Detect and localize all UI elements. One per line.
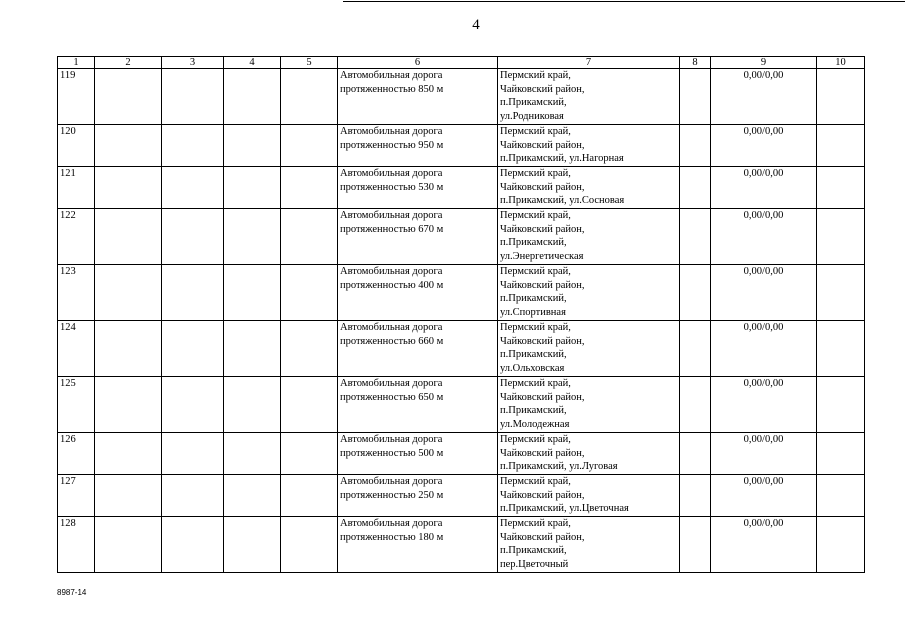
empty-cell (680, 125, 711, 167)
object-name (338, 475, 498, 517)
empty-cell (224, 167, 281, 209)
empty-cell (281, 265, 338, 321)
table-row (58, 377, 865, 433)
object-name (338, 265, 498, 321)
empty-cell (281, 475, 338, 517)
empty-cell (224, 69, 281, 125)
empty-cell (162, 377, 224, 433)
empty-cell (224, 265, 281, 321)
row-number: 125 (58, 377, 95, 433)
table-row (58, 517, 865, 573)
empty-cell (224, 209, 281, 265)
object-address (498, 125, 680, 167)
object-address (498, 475, 680, 517)
table-body (58, 57, 865, 573)
empty-cell (224, 475, 281, 517)
row-number: 122 (58, 209, 95, 265)
empty-cell (680, 69, 711, 125)
object-address-line: Чайковский район, (500, 139, 585, 151)
empty-cell (162, 69, 224, 125)
object-name-line: Автомобильная дорога (340, 266, 443, 277)
object-name (338, 321, 498, 377)
empty-cell (95, 517, 162, 573)
empty-cell (281, 377, 338, 433)
object-name-line: протяженностью 400 м (340, 279, 444, 291)
empty-cell (281, 433, 338, 475)
object-address-line: п.Прикамский, ул.Сосновая (500, 195, 625, 206)
object-address-line: Пермский край, (500, 322, 571, 333)
empty-cell (680, 167, 711, 209)
object-name-line: Автомобильная дорога (340, 434, 443, 445)
object-address-line: Чайковский район, (500, 279, 585, 291)
object-address-line: п.Прикамский, ул.Луговая (500, 461, 618, 472)
object-name-line: Автомобильная дорога (340, 168, 443, 179)
empty-cell (680, 265, 711, 321)
object-address-line: Чайковский район, (500, 223, 585, 235)
empty-cell (817, 265, 865, 321)
column-header: 8 (680, 57, 711, 69)
object-name-line: Автомобильная дорога (340, 518, 443, 529)
object-address-line: Пермский край, (500, 266, 571, 277)
object-name-line: Автомобильная дорога (340, 322, 443, 333)
object-address-line: ул.Ольховская (500, 362, 565, 374)
empty-cell (281, 69, 338, 125)
object-address-line: пер.Цветочный (500, 558, 569, 570)
empty-cell (95, 475, 162, 517)
object-name-line: протяженностью 660 м (340, 335, 444, 347)
empty-cell (281, 321, 338, 377)
object-address-line: Чайковский район, (500, 83, 585, 95)
table-row (58, 475, 865, 517)
object-name (338, 517, 498, 573)
object-address-line: Пермский край, (500, 518, 571, 529)
empty-cell (162, 265, 224, 321)
object-address-line: Пермский край, (500, 126, 571, 137)
object-name-line: Автомобильная дорога (340, 126, 443, 137)
column-header: 1 (58, 57, 95, 69)
empty-cell (162, 475, 224, 517)
empty-cell (817, 517, 865, 573)
column-header: 9 (711, 57, 817, 69)
empty-cell (817, 433, 865, 475)
object-name-line: протяженностью 650 м (340, 391, 444, 403)
row-number: 127 (58, 475, 95, 517)
row-number: 126 (58, 433, 95, 475)
empty-cell (817, 475, 865, 517)
object-name-line: протяженностью 500 м (340, 447, 444, 459)
empty-cell (95, 433, 162, 475)
table-row (58, 209, 865, 265)
table-row (58, 167, 865, 209)
empty-cell (817, 377, 865, 433)
object-address-line: ул.Спортивная (500, 306, 566, 318)
object-name-line: протяженностью 950 м (340, 139, 444, 151)
object-name-line: Автомобильная дорога (340, 210, 443, 221)
empty-cell (162, 209, 224, 265)
value-cell: 0,00/0,00 (711, 125, 817, 167)
empty-cell (162, 517, 224, 573)
value-cell: 0,00/0,00 (711, 265, 817, 321)
object-address-line: Пермский край, (500, 434, 571, 445)
object-address-line: Чайковский район, (500, 181, 585, 193)
object-address (498, 209, 680, 265)
object-address-line: Пермский край, (500, 210, 571, 221)
empty-cell (281, 125, 338, 167)
empty-cell (817, 209, 865, 265)
object-address-line: Пермский край, (500, 168, 571, 179)
object-name-line: Автомобильная дорога (340, 378, 443, 389)
object-address-line: ул.Молодежная (500, 418, 570, 430)
empty-cell (281, 209, 338, 265)
object-address-line: Чайковский район, (500, 489, 585, 501)
object-address-line: ул.Родниковая (500, 110, 564, 122)
value-cell: 0,00/0,00 (711, 167, 817, 209)
object-name-line: протяженностью 670 м (340, 223, 444, 235)
object-name (338, 377, 498, 433)
column-header: 3 (162, 57, 224, 69)
empty-cell (224, 377, 281, 433)
value-cell: 0,00/0,00 (711, 321, 817, 377)
row-number: 119 (58, 69, 95, 125)
empty-cell (162, 433, 224, 475)
column-header: 5 (281, 57, 338, 69)
object-name (338, 209, 498, 265)
empty-cell (680, 433, 711, 475)
empty-cell (224, 125, 281, 167)
object-address-line: Чайковский район, (500, 335, 585, 347)
object-address-line: п.Прикамский, (500, 97, 567, 108)
value-cell: 0,00/0,00 (711, 517, 817, 573)
page-number: 4 (472, 17, 480, 33)
row-number: 128 (58, 517, 95, 573)
object-address-line: п.Прикамский, ул.Цветочная (500, 503, 629, 514)
value-cell: 0,00/0,00 (711, 377, 817, 433)
value-cell: 0,00/0,00 (711, 69, 817, 125)
table-row (58, 265, 865, 321)
object-address-line: Чайковский район, (500, 531, 585, 543)
object-name-line: протяженностью 180 м (340, 531, 444, 543)
row-number: 124 (58, 321, 95, 377)
empty-cell (817, 321, 865, 377)
table-row (58, 125, 865, 167)
object-name (338, 167, 498, 209)
empty-cell (680, 377, 711, 433)
empty-cell (680, 321, 711, 377)
table-row (58, 433, 865, 475)
object-name-line: протяженностью 530 м (340, 181, 444, 193)
object-name (338, 433, 498, 475)
column-header: 10 (817, 57, 865, 69)
empty-cell (817, 167, 865, 209)
object-address-line: Пермский край, (500, 476, 571, 487)
value-cell: 0,00/0,00 (711, 433, 817, 475)
empty-cell (680, 209, 711, 265)
value-cell: 0,00/0,00 (711, 209, 817, 265)
empty-cell (162, 321, 224, 377)
empty-cell (162, 125, 224, 167)
object-address-line: п.Прикамский, (500, 293, 567, 304)
object-name-line: Автомобильная дорога (340, 70, 443, 81)
object-address (498, 517, 680, 573)
object-address (498, 69, 680, 125)
empty-cell (224, 321, 281, 377)
column-header: 2 (95, 57, 162, 69)
empty-cell (95, 321, 162, 377)
top-rule (343, 1, 905, 2)
object-address-line: Пермский край, (500, 378, 571, 389)
object-address (498, 167, 680, 209)
column-header: 4 (224, 57, 281, 69)
object-address-line: п.Прикамский, (500, 349, 567, 360)
object-address-line: Пермский край, (500, 70, 571, 81)
empty-cell (224, 433, 281, 475)
object-address-line: Чайковский район, (500, 447, 585, 459)
empty-cell (224, 517, 281, 573)
registry-table (57, 56, 865, 573)
object-name-line: протяженностью 850 м (340, 83, 444, 95)
object-address (498, 265, 680, 321)
empty-cell (281, 517, 338, 573)
column-header: 6 (338, 57, 498, 69)
object-address-line: п.Прикамский, ул.Нагорная (500, 153, 624, 164)
row-number: 121 (58, 167, 95, 209)
empty-cell (95, 209, 162, 265)
empty-cell (95, 167, 162, 209)
empty-cell (95, 377, 162, 433)
object-address-line: п.Прикамский, (500, 545, 567, 556)
object-name-line: протяженностью 250 м (340, 489, 444, 501)
empty-cell (95, 69, 162, 125)
row-number: 123 (58, 265, 95, 321)
empty-cell (680, 475, 711, 517)
empty-cell (817, 69, 865, 125)
object-name (338, 69, 498, 125)
empty-cell (95, 125, 162, 167)
object-address-line: Чайковский район, (500, 391, 585, 403)
empty-cell (817, 125, 865, 167)
empty-cell (95, 265, 162, 321)
document-code: 8987-14 (57, 588, 87, 597)
empty-cell (281, 167, 338, 209)
empty-cell (162, 167, 224, 209)
object-name (338, 125, 498, 167)
column-header: 7 (498, 57, 680, 69)
object-address (498, 377, 680, 433)
object-address-line: ул.Энергетическая (500, 250, 584, 262)
object-name-line: Автомобильная дорога (340, 476, 443, 487)
row-number: 120 (58, 125, 95, 167)
object-address-line: п.Прикамский, (500, 405, 567, 416)
value-cell: 0,00/0,00 (711, 475, 817, 517)
header-row (58, 57, 865, 69)
table-row (58, 321, 865, 377)
object-address (498, 433, 680, 475)
empty-cell (680, 517, 711, 573)
table-row (58, 69, 865, 125)
object-address (498, 321, 680, 377)
object-address-line: п.Прикамский, (500, 237, 567, 248)
